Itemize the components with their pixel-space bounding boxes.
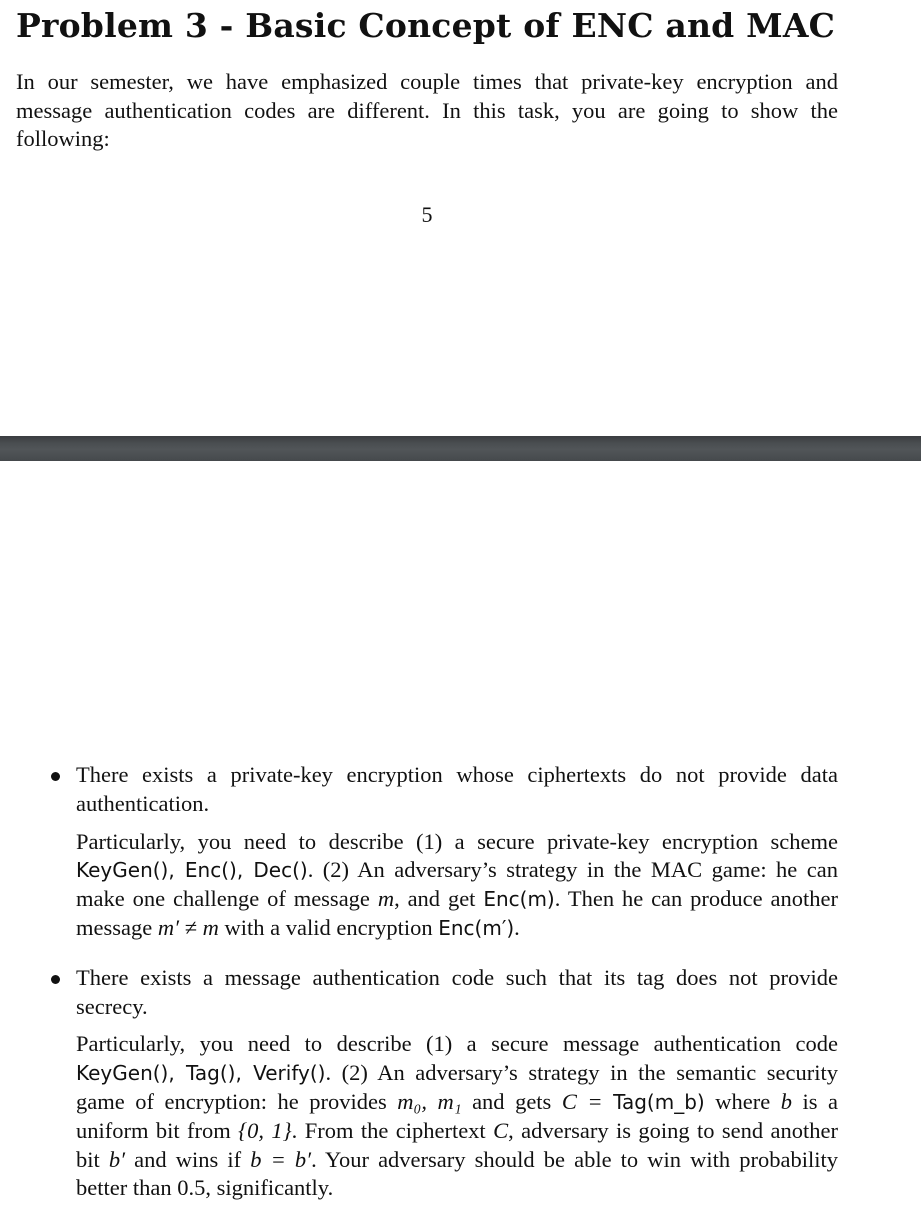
pdf-page-upper bbox=[0, 0, 921, 436]
bullet-detail bbox=[76, 828, 838, 943]
detail-text: . Then he can produce another message bbox=[76, 886, 838, 940]
function-call: Enc(m) bbox=[483, 887, 555, 912]
function-call: Tag(m_b) bbox=[613, 1089, 705, 1114]
math-expression: m′ ≠ m bbox=[157, 914, 219, 940]
detail-text: and wins if bbox=[125, 1146, 251, 1172]
detail-text: where bbox=[704, 1088, 781, 1114]
bullet-lead: There exists a message authentication code such that its tag does not provide secrecy. bbox=[76, 964, 838, 1019]
detail-text: is a uniform bit from bbox=[76, 1088, 838, 1143]
detail-text: , adversary is going to send another bit bbox=[76, 1117, 838, 1172]
list-item bbox=[0, 964, 921, 1203]
problem-title: Problem 3 - Basic Concept of ENC and MAC bbox=[16, 6, 836, 45]
math-expression: m₀, m₁ bbox=[397, 1088, 462, 1114]
math-expression: b = b′ bbox=[250, 1146, 312, 1172]
detail-text: , and get bbox=[394, 886, 484, 912]
detail-text: . bbox=[514, 914, 520, 940]
bullet-icon bbox=[51, 975, 60, 984]
detail-text: Particularly, you need to describe (1) a secure message authentication code bbox=[76, 1031, 838, 1057]
detail-text: Particularly, you need to describe (1) a secure private-key encryption scheme bbox=[76, 828, 838, 854]
detail-text: and gets bbox=[461, 1088, 562, 1114]
scheme-functions: KeyGen(), Tag(), Verify() bbox=[76, 1061, 326, 1086]
math-symbol: C bbox=[493, 1117, 509, 1143]
detail-text: with a valid encryption bbox=[218, 914, 439, 940]
math-symbol: b bbox=[780, 1088, 792, 1114]
page-number: 5 bbox=[421, 202, 433, 227]
detail-text: . (2) An adversary’s strategy in the semantic security game of encryption: he provides bbox=[76, 1060, 838, 1114]
function-call: Enc(m′) bbox=[438, 915, 515, 940]
requirements-list bbox=[0, 761, 921, 1224]
list-item bbox=[0, 761, 921, 943]
scheme-functions: KeyGen(), Enc(), Dec() bbox=[76, 858, 308, 883]
detail-text: . (2) An adversary’s strategy in the MAC game: he can make one challenge of message bbox=[76, 857, 838, 912]
bullet-icon bbox=[51, 772, 60, 781]
math-symbol: b′ bbox=[108, 1146, 126, 1172]
detail-text: . Your adversary should be able to win with probability better than 0.5, significantly. bbox=[76, 1146, 838, 1201]
page-separator bbox=[0, 436, 921, 461]
math-expression: C = bbox=[561, 1088, 614, 1114]
detail-text: . From the ciphertext bbox=[291, 1117, 494, 1143]
math-symbol: m bbox=[377, 886, 395, 912]
bullet-lead: There exists a private-key encryption whose ciphertexts do not provide data authentication. bbox=[76, 762, 838, 816]
intro-paragraph: In our semester, we have emphasized couple times that private-key encryption and message authentication codes are different. In this task, you are going to show the following: bbox=[16, 69, 838, 151]
math-expression: {0, 1} bbox=[238, 1117, 292, 1143]
bullet-detail bbox=[76, 1030, 838, 1203]
